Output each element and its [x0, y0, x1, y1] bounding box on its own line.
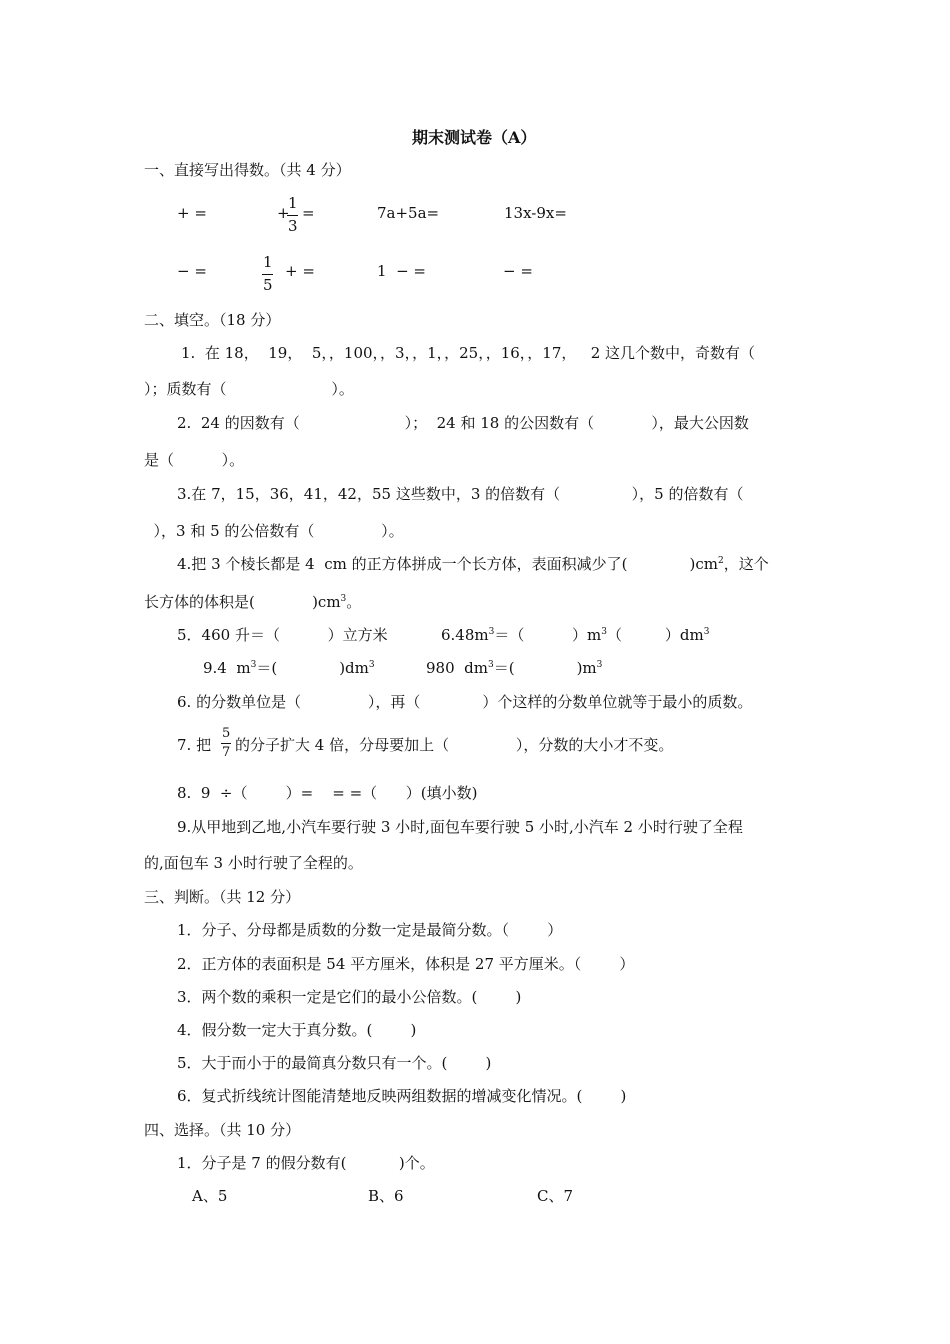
fill-q5-line2b: 980 $dm^3=$( )$m^3$	[426, 659, 603, 677]
fill-q4-line2	[144, 595, 361, 610]
calc-2-3: 1 − =	[377, 262, 426, 280]
fraction-one-third	[287, 196, 299, 234]
judge-item-1: 1．分子、分母都是质数的分数一定是最简分数。（ ）	[177, 921, 563, 939]
fill-q6-units: $6.48m^3=$（ ）$m^3$（ ）$dm^3$	[441, 626, 710, 644]
fraction-five-sevenths	[221, 727, 231, 759]
fill-q4-text: 长方体的体积是( )cm	[144, 593, 341, 611]
fill-q2-line1: 2. 24 的因数有（ ）； 24 和 18 的公因数有（ ），最大公因数	[177, 414, 749, 432]
fill-q9-line2: 的,面包车 3 小时行驶了全程的。	[144, 854, 363, 872]
choice-option-a: A、5	[192, 1187, 228, 1205]
section-1-heading: 一、直接写出得数。（共 4 分）	[144, 161, 351, 179]
judge-item-6: 6．复式折线统计图能清楚地反映两组数据的增减变化情况。( )	[177, 1087, 627, 1105]
fill-q7-post: 的分子扩大 4 倍，分母要加上（ ），分数的大小才不变。	[235, 736, 674, 754]
fraction-denominator: 3	[288, 217, 298, 235]
fraction-numerator: 1	[288, 194, 298, 212]
choice-q1: 1．分子是 7 的假分数有( )个。	[177, 1154, 435, 1172]
judge-item-4: 4．假分数一定大于真分数。( )	[177, 1021, 417, 1039]
section-3-heading: 三、判断。（共 12 分）	[144, 888, 301, 906]
fraction-bar	[262, 274, 273, 275]
judge-item-3: 3．两个数的乘积一定是它们的最小公倍数。( )	[177, 988, 522, 1006]
section-4-heading: 四、选择。（共 10 分）	[144, 1121, 301, 1139]
calc-1-4: 13x-9x=	[504, 204, 567, 222]
fraction-bar	[287, 215, 298, 216]
fraction-one-fifth	[262, 255, 274, 293]
calc-2-1: − =	[177, 262, 207, 280]
calc-1-2-eq: =	[302, 204, 315, 222]
fill-q3-line2: ），3 和 5 的公倍数有（ ）。	[144, 522, 404, 540]
fill-q9-line1: 9.从甲地到乙地,小汽车要行驶 3 小时,面包车要行驶 5 小时,小汽车 2 小时行驶了全程	[177, 818, 743, 836]
judge-item-2: 2．正方体的表面积是 54 平方厘米，体积是 27 平方厘米。（ ）	[177, 955, 635, 973]
fraction-denominator: 5	[263, 276, 273, 294]
fill-q8: 8. 9 ÷（ ）= = =（ ）(填小数)	[177, 784, 478, 802]
superscript: 3	[340, 594, 347, 604]
fraction-bar	[221, 743, 231, 744]
fill-q5-part1: 5．460 升＝（ ）立方米	[177, 626, 388, 644]
superscript: 2	[717, 556, 724, 566]
calc-1-3: 7a+5a=	[377, 204, 440, 222]
calc-2-4: − =	[503, 262, 533, 280]
calc-1-1: + =	[177, 204, 207, 222]
fill-q7-pre: 7. 把	[177, 736, 212, 754]
choice-option-c: C、7	[537, 1187, 574, 1205]
judge-item-5: 5．大于而小于的最简真分数只有一个。( )	[177, 1054, 492, 1072]
fill-q3-line1: 3.在 7，15，36，41，42，55 这些数中，3 的倍数有（ ），5 的倍数有（	[177, 485, 744, 503]
fill-q4-line1	[177, 557, 769, 572]
fraction-numerator: 1	[263, 253, 273, 271]
fill-q4-tail: ，这个	[723, 555, 769, 573]
fill-q1-line1: 1. 在 18， 19， 5，，100，，3，，1，，25，，16，，17， 2 这几个数中，奇数有（	[181, 344, 756, 362]
fill-q6: 6. 的分数单位是（ ），再（ ）个这样的分数单位就等于最小的质数。	[177, 693, 753, 711]
calc-2-2: + =	[285, 262, 315, 280]
calc-1-2-op: +	[277, 204, 290, 222]
fill-q5-line2a: 9.4 $m^3=$( )$dm^3$	[203, 659, 375, 677]
fill-q2-line2: 是（ ）。	[144, 451, 245, 469]
page-title: 期末测试卷（A）	[412, 128, 537, 147]
fill-q1-line2: ）；质数有（ ）。	[144, 380, 354, 398]
fraction-numerator: 5	[222, 726, 231, 741]
fill-q4-tail: 。	[346, 593, 362, 611]
section-2-heading: 二、填空。（18 分）	[144, 311, 281, 329]
fraction-denominator: 7	[222, 745, 231, 760]
fill-q4-text: 4.把 3 个棱长都是 4 cm 的正方体拼成一个长方体，表面积减少了( )cm	[177, 555, 718, 573]
choice-option-b: B、6	[368, 1187, 404, 1205]
